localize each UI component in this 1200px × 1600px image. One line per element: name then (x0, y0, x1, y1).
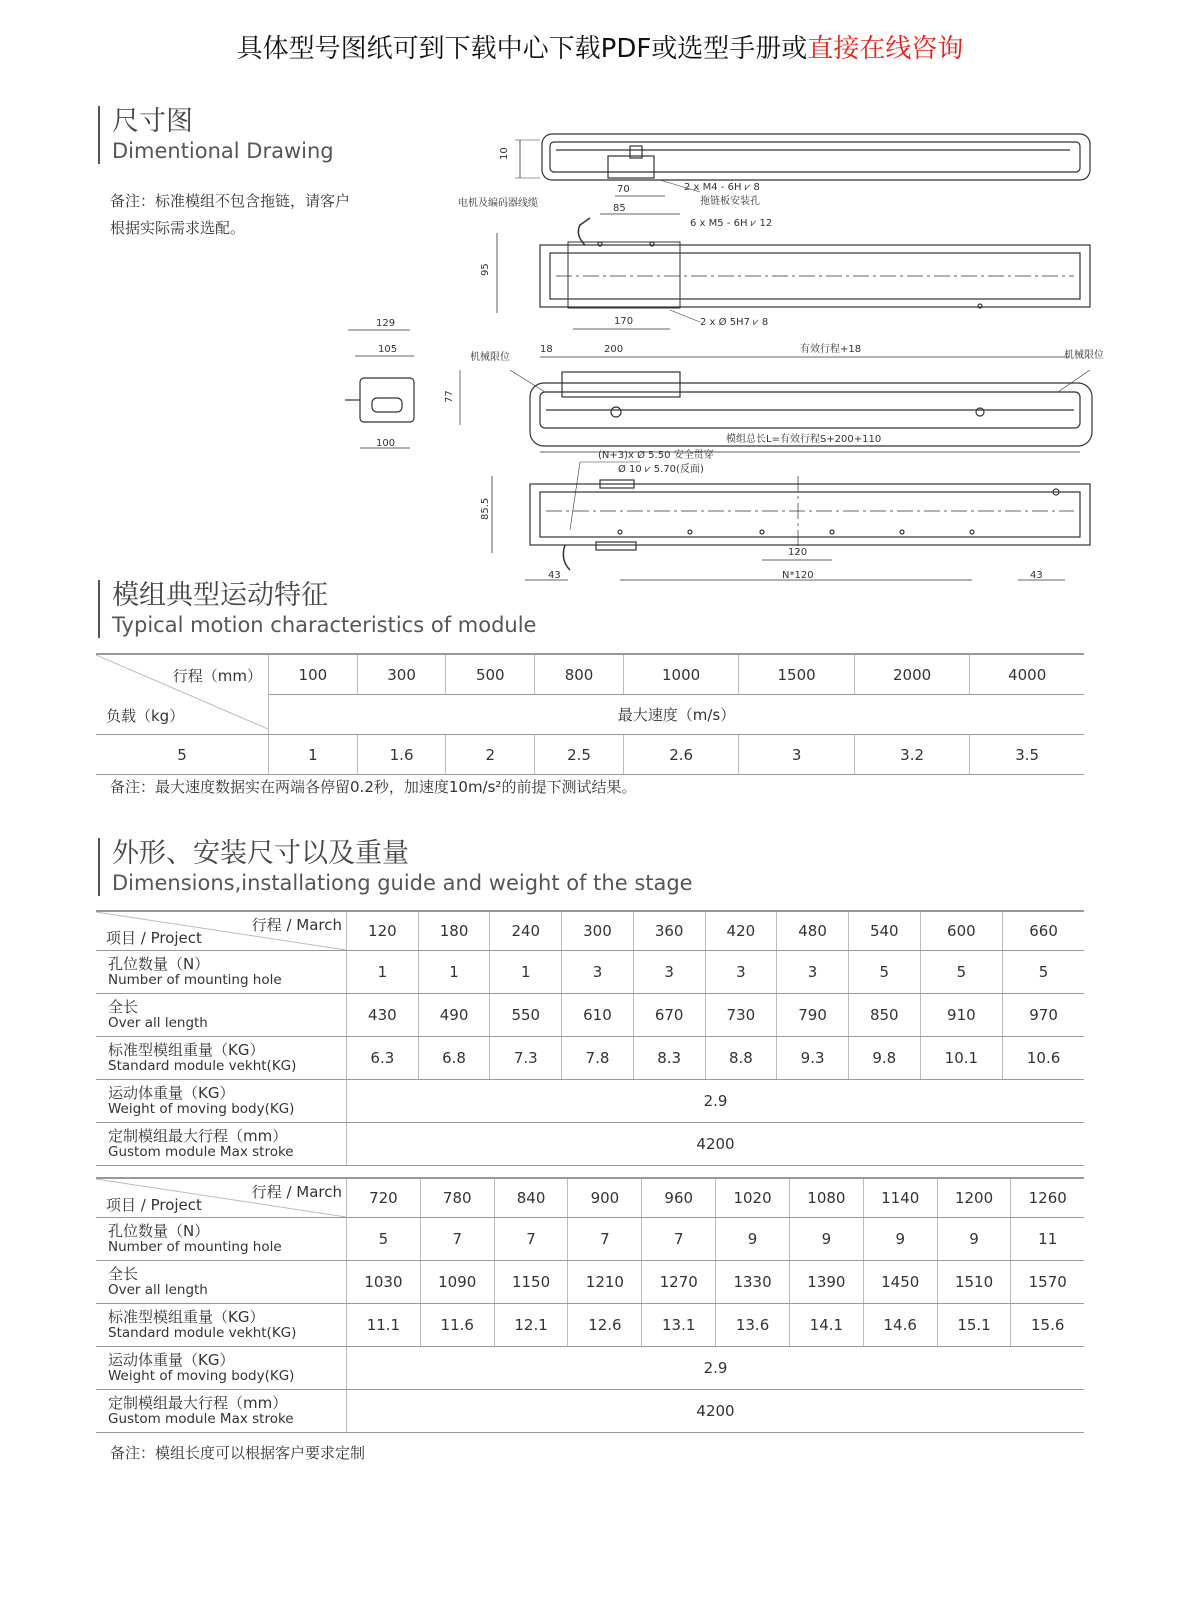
motion-stroke-cell: 100 (269, 654, 358, 695)
dim-holes2: Ø 10 ⩗ 5.70(反面) (618, 464, 704, 475)
dim-limit-left: 机械限位 (470, 352, 510, 363)
dim2-length: 1510 (937, 1261, 1011, 1304)
dim1-stroke: 600 (920, 911, 1003, 951)
dim1-stroke: 480 (777, 911, 849, 951)
dim-tow: 拖链板安装孔 (700, 196, 760, 207)
dimensions-title-cn: 外形、安装尺寸以及重量 (112, 838, 409, 869)
weight-label-en: Standard module vekht(KG) (108, 1325, 297, 1341)
dim2-stroke: 1020 (716, 1178, 790, 1218)
dim1-length-label (96, 994, 347, 1037)
dim1-stroke: 360 (633, 911, 705, 951)
dim1-moving-label (96, 1080, 347, 1123)
motion-speed-header: 最大速度（m/s） (269, 695, 1085, 735)
motion-speed-cell: 3.2 (854, 735, 969, 775)
holes-label-en: Number of mounting hole (108, 972, 282, 988)
dim1-corner-cell (96, 911, 347, 951)
dim-pin: 2 x Ø 5H7 ⩗ 8 (700, 317, 769, 328)
motion-speed-cell: 1.6 (357, 735, 446, 775)
dim2-weight: 14.1 (789, 1304, 863, 1347)
motion-load-value: 5 (96, 735, 269, 775)
dim2-length: 1030 (347, 1261, 421, 1304)
dim1-length: 730 (705, 994, 777, 1037)
dim1-stroke: 540 (848, 911, 920, 951)
motion-section-heading (98, 580, 536, 638)
dim1-weight: 9.8 (848, 1037, 920, 1080)
dim1-holes: 3 (562, 951, 634, 994)
dim2-weight: 12.6 (568, 1304, 642, 1347)
dim2-stroke: 780 (420, 1178, 494, 1218)
dim-85: 85 (613, 203, 626, 214)
dim1-holes: 1 (490, 951, 562, 994)
dim1-weight: 10.1 (920, 1037, 1003, 1080)
dim1-weight: 7.8 (562, 1037, 634, 1080)
dim1-length: 670 (633, 994, 705, 1037)
dim2-stroke: 1080 (789, 1178, 863, 1218)
dimensions-title-en: Dimensions,installationg guide and weight of the stage (112, 871, 693, 895)
motion-speed-cell: 3 (739, 735, 854, 775)
dim-70: 70 (617, 184, 630, 195)
motion-stroke-cell: 300 (357, 654, 446, 695)
dim2-max: 4200 (347, 1390, 1085, 1433)
dim1-holes: 1 (347, 951, 419, 994)
dim1-weight: 6.3 (347, 1037, 419, 1080)
dim2-holes: 11 (1011, 1218, 1084, 1261)
dim2-holes: 7 (494, 1218, 568, 1261)
dim1-weight: 9.3 (777, 1037, 849, 1080)
dim1-stroke: 660 (1003, 911, 1084, 951)
dimensions-table-1 (96, 910, 1084, 1166)
dim-43-left: 43 (548, 570, 561, 581)
dim1-length: 790 (777, 994, 849, 1037)
drawing-note-line2: 根据实际需求选配。 (110, 219, 246, 237)
max-label-cn: 定制模组最大行程（mm） (108, 1127, 288, 1145)
moving-label-en: Weight of moving body(KG) (108, 1368, 295, 1384)
dim-10: 10 (499, 147, 510, 160)
motion-speed-cell: 2.6 (623, 735, 738, 775)
dim2-length: 1330 (716, 1261, 790, 1304)
dim2-length: 1390 (789, 1261, 863, 1304)
dim1-weight: 10.6 (1003, 1037, 1084, 1080)
moving-label-en: Weight of moving body(KG) (108, 1101, 295, 1117)
motion-stroke-cell: 800 (535, 654, 624, 695)
dim2-stroke: 1200 (937, 1178, 1011, 1218)
dim2-holes: 9 (863, 1218, 937, 1261)
dim2-weight: 11.1 (347, 1304, 421, 1347)
dim2-weight: 13.1 (642, 1304, 716, 1347)
length-label-en: Over all length (108, 1282, 208, 1298)
dim1-holes: 3 (777, 951, 849, 994)
dim-m4: 2 x M4 - 6H ⩗ 8 (684, 182, 760, 193)
dim2-weight: 15.6 (1011, 1304, 1084, 1347)
dim2-length-label (96, 1261, 347, 1304)
motion-title-en: Typical motion characteristics of module (112, 613, 537, 637)
dim2-stroke: 1260 (1011, 1178, 1084, 1218)
motion-speed-cell: 1 (269, 735, 358, 775)
dim1-length: 850 (848, 994, 920, 1037)
dim1-holes-label (96, 951, 347, 994)
dim1-stroke: 420 (705, 911, 777, 951)
dimensions-note: 备注：模组长度可以根据客户要求定制 (110, 1444, 366, 1462)
dim2-holes-label (96, 1218, 347, 1261)
dim2-holes: 9 (716, 1218, 790, 1261)
dim2-length: 1210 (568, 1261, 642, 1304)
dim2-holes: 5 (347, 1218, 421, 1261)
dim2-stroke: 900 (568, 1178, 642, 1218)
dim1-project-header: 项目 / Project (106, 929, 202, 947)
dim1-stroke: 120 (347, 911, 419, 951)
dim1-length: 430 (347, 994, 419, 1037)
dim1-length: 910 (920, 994, 1003, 1037)
dim1-length: 490 (418, 994, 490, 1037)
motion-title-cn: 模组典型运动特征 (112, 580, 328, 611)
dim-105: 105 (378, 344, 398, 355)
dim2-length: 1150 (494, 1261, 568, 1304)
holes-label-cn: 孔位数量（N） (108, 1222, 210, 1240)
dim2-stroke: 720 (347, 1178, 421, 1218)
module-end-view (360, 378, 414, 422)
max-label-en: Gustom module Max stroke (108, 1144, 294, 1160)
dim-129: 129 (376, 318, 396, 329)
length-label-cn: 全长 (108, 1265, 139, 1283)
dim-85-5: 85.5 (480, 497, 491, 520)
dim2-length: 1570 (1011, 1261, 1084, 1304)
dim1-max-label (96, 1123, 347, 1166)
dim2-max-label (96, 1390, 347, 1433)
length-label-cn: 全长 (108, 998, 139, 1016)
max-label-en: Gustom module Max stroke (108, 1411, 294, 1427)
holes-label-en: Number of mounting hole (108, 1239, 282, 1255)
dimensions-section-heading (98, 838, 693, 896)
dim-77: 77 (444, 390, 455, 403)
dim1-weight-label (96, 1037, 347, 1080)
motion-speed-cell: 2 (446, 735, 535, 775)
dim-total: 模组总长L=有效行程S+200+110 (726, 434, 882, 445)
dim-43-right: 43 (1030, 570, 1043, 581)
drawing-title-cn: 尺寸图 (112, 106, 193, 137)
online-consult-link[interactable]: 直接在线咨询 (807, 34, 964, 64)
motion-speed-cell: 2.5 (535, 735, 624, 775)
dim2-stroke: 840 (494, 1178, 568, 1218)
dim1-stroke-header: 行程 / March (251, 916, 342, 934)
dim2-stroke: 1140 (863, 1178, 937, 1218)
dim1-holes: 5 (920, 951, 1003, 994)
dim2-weight: 11.6 (420, 1304, 494, 1347)
dim-18: 18 (540, 344, 553, 355)
dim2-weight: 13.6 (716, 1304, 790, 1347)
dim1-holes: 1 (418, 951, 490, 994)
dim-170: 170 (614, 316, 634, 327)
dim1-weight: 8.8 (705, 1037, 777, 1080)
holes-label-cn: 孔位数量（N） (108, 955, 210, 973)
dim1-length: 970 (1003, 994, 1084, 1037)
dim2-stroke-header: 行程 / March (251, 1183, 342, 1201)
motion-corner-cell (96, 654, 269, 735)
dim2-moving: 2.9 (347, 1347, 1085, 1390)
drawing-note-line1: 备注：标准模组不包含拖链，请客户 (110, 192, 351, 210)
dim2-holes: 7 (642, 1218, 716, 1261)
dim-120: 120 (788, 547, 808, 558)
motion-stroke-cell: 1000 (623, 654, 738, 695)
dim-cable: 电机及编码器线缆 (458, 198, 538, 209)
motion-stroke-header: 行程（mm） (172, 667, 262, 685)
dim-m5: 6 x M5 - 6H ⩗ 12 (690, 218, 773, 229)
dim1-stroke: 300 (562, 911, 634, 951)
dim1-holes: 3 (633, 951, 705, 994)
motion-load-header: 负载（kg） (106, 707, 185, 725)
dim2-project-header: 项目 / Project (106, 1196, 202, 1214)
dim-limit-right: 机械限位 (1064, 350, 1104, 361)
dim2-length: 1450 (863, 1261, 937, 1304)
banner-text: 具体型号图纸可到下载中心下载PDF或选型手册或 (236, 34, 808, 64)
dim2-length: 1090 (420, 1261, 494, 1304)
dim2-weight: 12.1 (494, 1304, 568, 1347)
dim2-weight: 14.6 (863, 1304, 937, 1347)
dim1-length: 550 (490, 994, 562, 1037)
weight-label-en: Standard module vekht(KG) (108, 1058, 297, 1074)
dim2-holes: 7 (420, 1218, 494, 1261)
dim-holes1: (N+3)x Ø 5.50 安全贯穿 (598, 450, 714, 461)
motion-speed-cell: 3.5 (970, 735, 1084, 775)
module-side-view-top (542, 134, 1090, 180)
dim1-moving: 2.9 (347, 1080, 1085, 1123)
weight-label-cn: 标准型模组重量（KG） (108, 1308, 265, 1326)
dim1-length: 610 (562, 994, 634, 1037)
moving-label-cn: 运动体重量（KG） (108, 1351, 235, 1369)
dim2-length: 1270 (642, 1261, 716, 1304)
dim2-stroke: 960 (642, 1178, 716, 1218)
dim-100: 100 (376, 438, 396, 449)
dim2-holes: 9 (789, 1218, 863, 1261)
dim-n120: N*120 (782, 570, 814, 581)
dim1-weight: 8.3 (633, 1037, 705, 1080)
motion-note: 备注：最大速度数据实在两端各停留0.2秒，加速度10m/s²的前提下测试结果。 (110, 778, 637, 796)
dim1-stroke: 180 (418, 911, 490, 951)
dim2-weight: 15.1 (937, 1304, 1011, 1347)
moving-label-cn: 运动体重量（KG） (108, 1084, 235, 1102)
dim1-holes: 5 (1003, 951, 1084, 994)
motion-stroke-cell: 4000 (970, 654, 1084, 695)
length-label-en: Over all length (108, 1015, 208, 1031)
module-bottom-view (530, 484, 1090, 545)
dim1-weight: 6.8 (418, 1037, 490, 1080)
dimensional-drawing (0, 0, 1200, 610)
dim2-moving-label (96, 1347, 347, 1390)
dim2-holes: 7 (568, 1218, 642, 1261)
dim1-stroke: 240 (490, 911, 562, 951)
dim1-holes: 5 (848, 951, 920, 994)
dim1-max: 4200 (347, 1123, 1085, 1166)
dim-95: 95 (480, 263, 491, 276)
dim2-holes: 9 (937, 1218, 1011, 1261)
dimensions-table-2 (96, 1177, 1084, 1433)
dim2-corner-cell (96, 1178, 347, 1218)
dim-stroke: 有效行程+18 (800, 344, 862, 355)
dim-200: 200 (604, 344, 624, 355)
dim1-holes: 3 (705, 951, 777, 994)
dim1-weight: 7.3 (490, 1037, 562, 1080)
motion-stroke-cell: 2000 (854, 654, 969, 695)
dim2-weight-label (96, 1304, 347, 1347)
motion-stroke-cell: 500 (446, 654, 535, 695)
max-label-cn: 定制模组最大行程（mm） (108, 1394, 288, 1412)
motion-table (96, 653, 1084, 775)
weight-label-cn: 标准型模组重量（KG） (108, 1041, 265, 1059)
motion-stroke-cell: 1500 (739, 654, 854, 695)
drawing-title-en: Dimentional Drawing (112, 139, 334, 163)
